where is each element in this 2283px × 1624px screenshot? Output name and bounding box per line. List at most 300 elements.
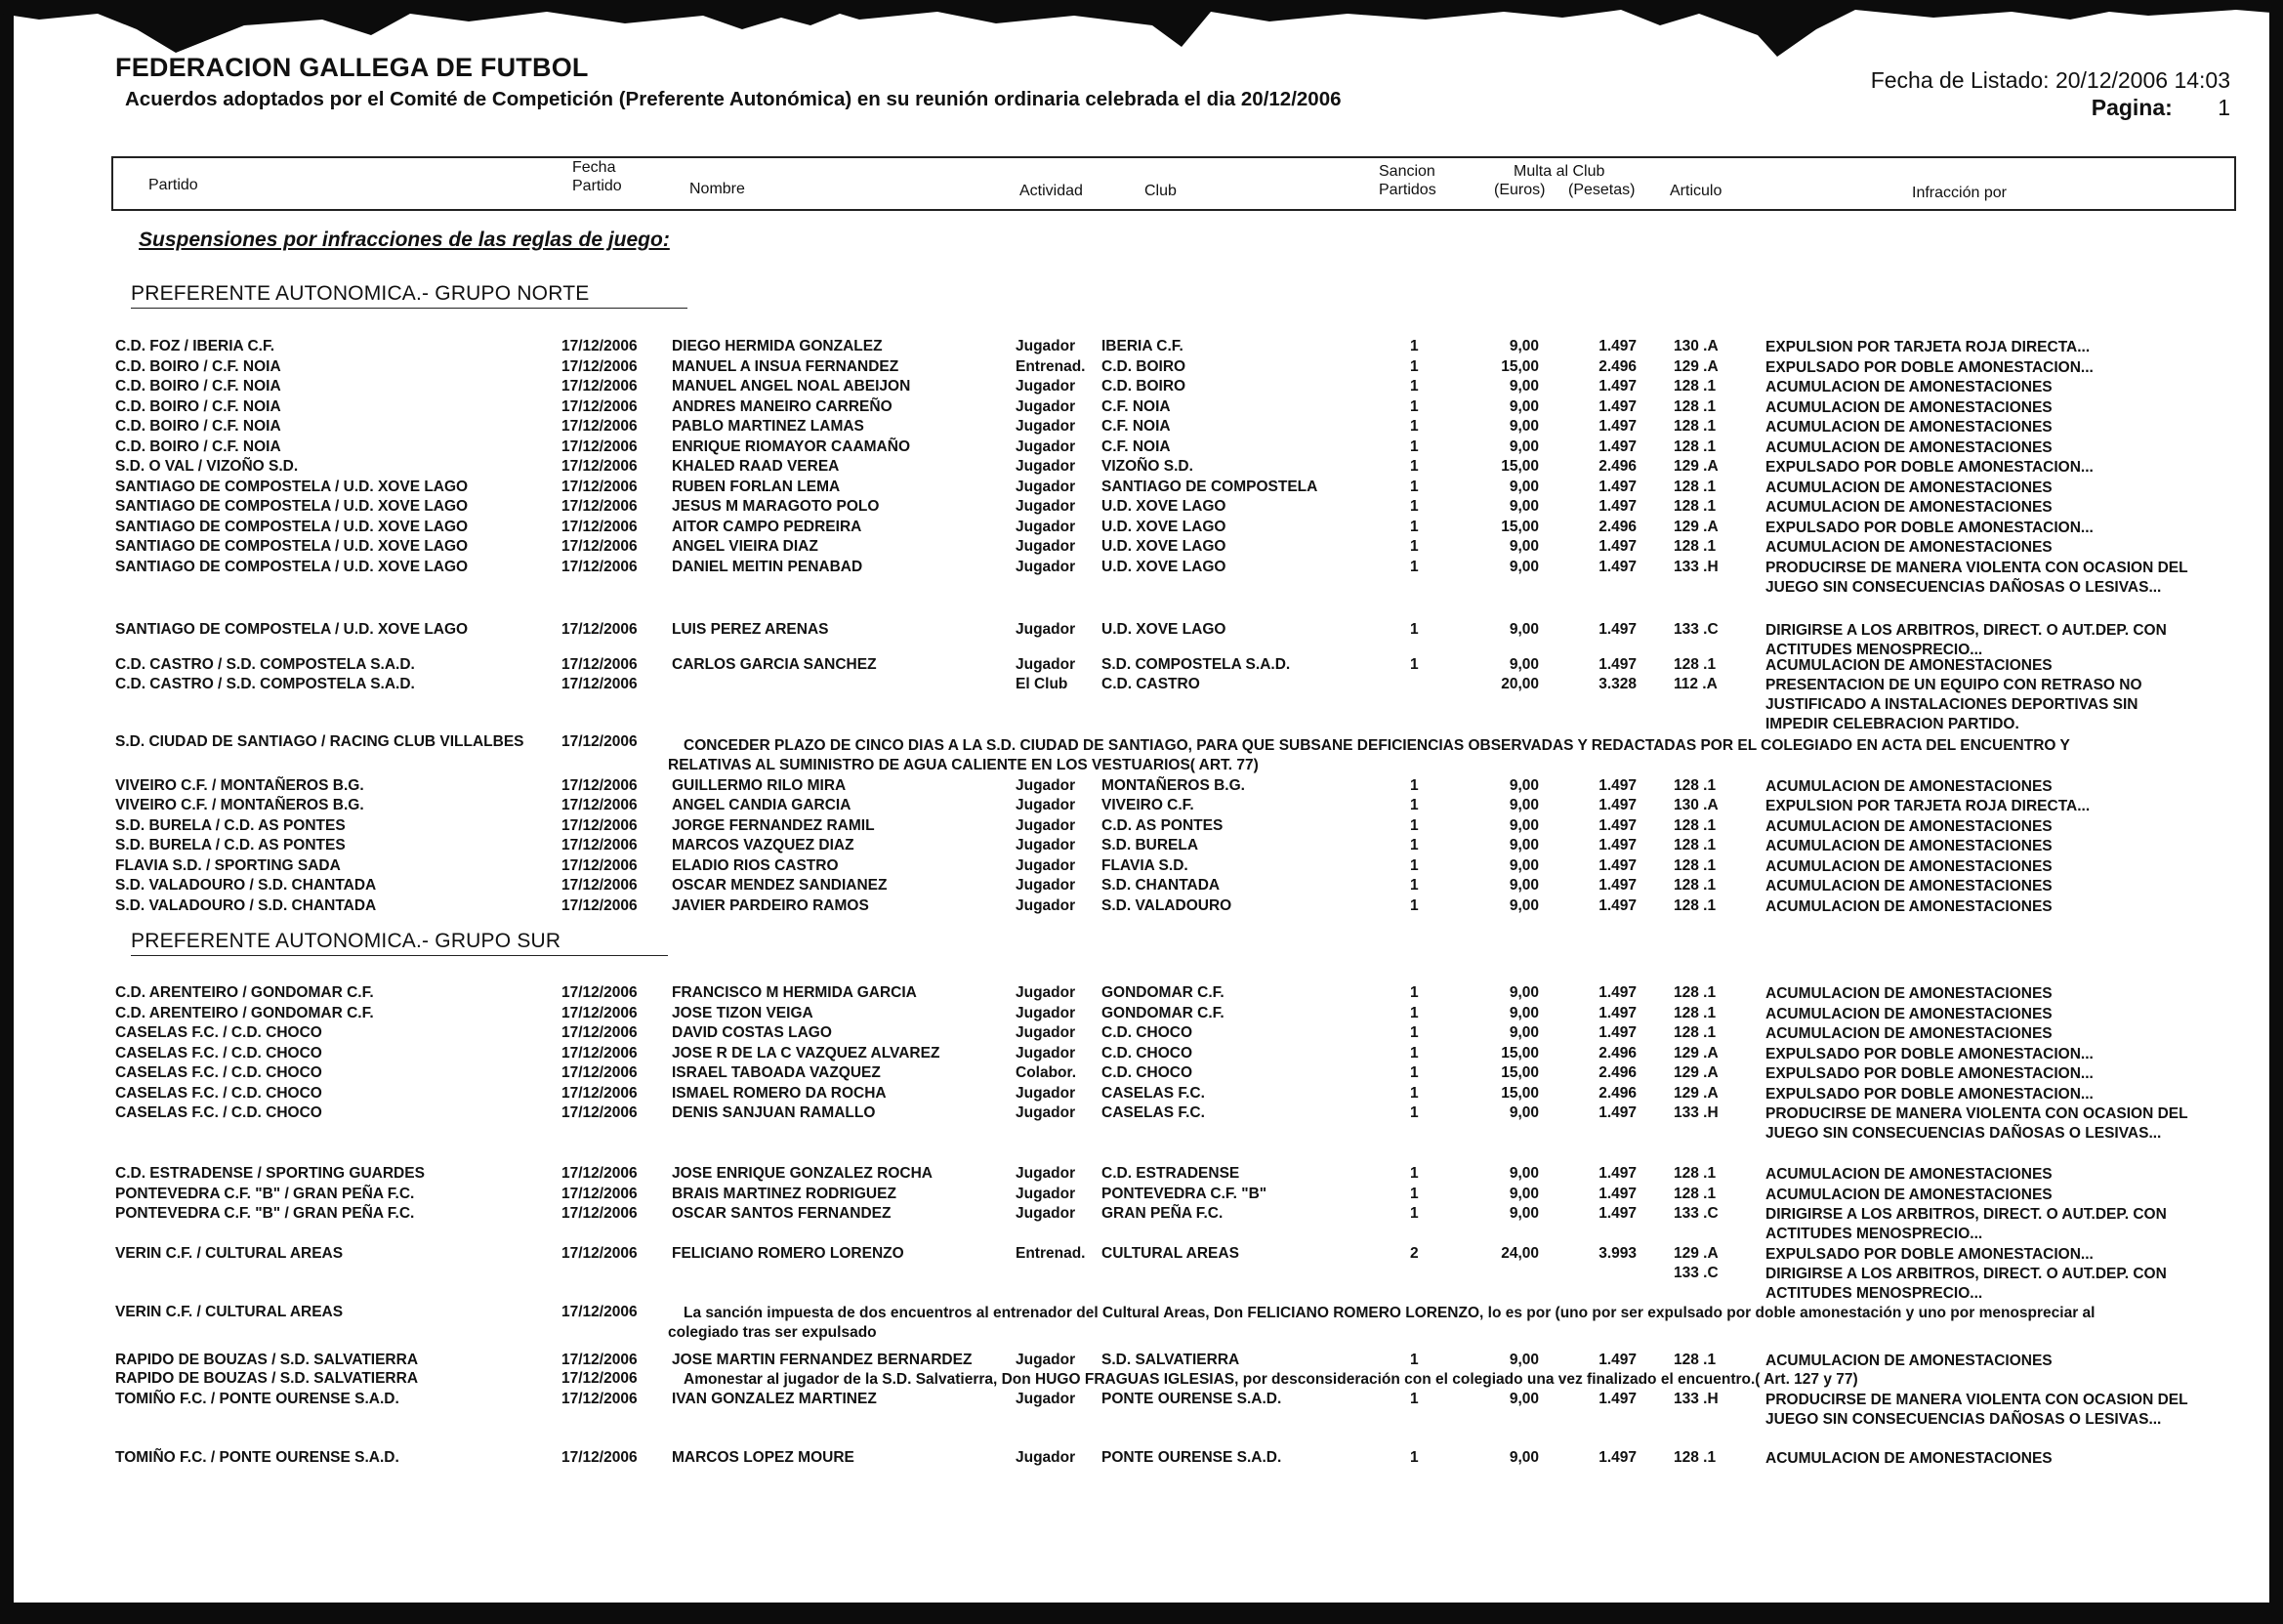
row-partido: SANTIAGO DE COMPOSTELA / U.D. XOVE LAGO (115, 538, 469, 555)
row-euros: 15,00 (1501, 358, 1539, 375)
row-club: C.F. NOIA (1101, 418, 1171, 435)
row-partido: SANTIAGO DE COMPOSTELA / U.D. XOVE LAGO (115, 498, 469, 515)
infraccion-line: ACUMULACION DE AMONESTACIONES (1765, 1450, 2053, 1467)
row-actividad: Jugador (1016, 1165, 1076, 1182)
infraccion-line: ACUMULACION DE AMONESTACIONES (1765, 399, 2053, 416)
row-sancion: 1 (1410, 1024, 1419, 1041)
row-fecha: 17/12/2006 (561, 1391, 638, 1407)
row-nombre: OSCAR SANTOS FERNANDEZ (672, 1205, 892, 1222)
row-articulo: 128 .1 (1674, 1005, 1717, 1021)
row-club: SANTIAGO DE COMPOSTELA (1101, 479, 1318, 495)
infraccion-line: ACUMULACION DE AMONESTACIONES (1765, 858, 2053, 875)
row-nombre: JOSE R DE LA C VAZQUEZ ALVAREZ (672, 1045, 940, 1062)
row-partido: SANTIAGO DE COMPOSTELA / U.D. XOVE LAGO (115, 559, 469, 575)
row-partido: SANTIAGO DE COMPOSTELA / U.D. XOVE LAGO (115, 621, 469, 638)
row-nombre: JOSE MARTIN FERNANDEZ BERNARDEZ (672, 1352, 973, 1368)
row-euros: 9,00 (1509, 984, 1539, 1001)
table-row (0, 418, 2283, 437)
row-euros: 20,00 (1501, 676, 1539, 692)
row-fecha: 17/12/2006 (561, 1186, 638, 1202)
row-articulo: 128 .1 (1674, 1449, 1717, 1466)
row-actividad: Jugador (1016, 559, 1076, 575)
infraccion-line: ACUMULACION DE AMONESTACIONES (1765, 539, 2053, 556)
row-infraccion (1765, 1085, 2094, 1104)
row-euros: 15,00 (1501, 458, 1539, 475)
row-euros: 9,00 (1509, 1104, 1539, 1121)
row-nombre: JOSE TIZON VEIGA (672, 1005, 813, 1021)
row-fecha: 17/12/2006 (561, 777, 638, 794)
row-fecha: 17/12/2006 (561, 1024, 638, 1041)
row-club: S.D. BURELA (1101, 837, 1199, 854)
col-articulo: Articulo (1670, 183, 1723, 199)
row-pesetas: 1.497 (1598, 621, 1637, 638)
row-articulo: 128 .1 (1674, 984, 1717, 1001)
row-fecha: 17/12/2006 (561, 857, 638, 874)
row-euros: 9,00 (1509, 1352, 1539, 1368)
row-pesetas: 1.497 (1598, 877, 1637, 894)
row-infraccion (1765, 418, 2053, 437)
column-header-box (111, 156, 2236, 211)
row-fecha: 17/12/2006 (561, 1304, 638, 1320)
row-infraccion (1765, 1245, 2094, 1265)
row-pesetas: 1.497 (1598, 1391, 1637, 1407)
row-euros: 9,00 (1509, 378, 1539, 395)
row-actividad: Jugador (1016, 1085, 1076, 1102)
infraccion-line: DIRIGIRSE A LOS ARBITROS, DIRECT. O AUT.DEP. CON (1765, 1266, 2167, 1282)
row-euros: 9,00 (1509, 498, 1539, 515)
row-fecha: 17/12/2006 (561, 676, 638, 692)
row-partido: C.D. ARENTEIRO / GONDOMAR C.F. (115, 984, 374, 1001)
row-articulo: 133 .C (1674, 621, 1719, 638)
listing-date-label: Fecha de Listado: (1870, 67, 2050, 93)
row-nombre: FELICIANO ROMERO LORENZO (672, 1245, 904, 1262)
row-actividad: El Club (1016, 676, 1068, 692)
row-actividad: Jugador (1016, 797, 1076, 813)
row-articulo: 130 .A (1674, 338, 1719, 354)
row-pesetas: 1.497 (1598, 398, 1637, 415)
table-row (0, 378, 2283, 397)
row-partido: C.D. CASTRO / S.D. COMPOSTELA S.A.D. (115, 656, 415, 673)
row-fecha: 17/12/2006 (561, 877, 638, 894)
row-euros: 24,00 (1501, 1245, 1539, 1262)
row-fecha: 17/12/2006 (561, 338, 638, 354)
col-partido: Partido (148, 177, 198, 193)
row-infraccion (1765, 1205, 2167, 1244)
row-articulo: 128 .1 (1674, 857, 1717, 874)
row-fecha: 17/12/2006 (561, 1449, 638, 1466)
table-row (0, 656, 2283, 676)
row-euros: 9,00 (1509, 857, 1539, 874)
row-actividad: Jugador (1016, 1005, 1076, 1021)
row-articulo: 128 .1 (1674, 418, 1717, 435)
row-nombre: CARLOS GARCIA SANCHEZ (672, 656, 877, 673)
table-row (0, 621, 2283, 658)
row-partido: S.D. VALADOURO / S.D. CHANTADA (115, 897, 377, 914)
row-club: C.D. CASTRO (1101, 676, 1200, 692)
row-club: C.D. CHOCO (1101, 1045, 1192, 1062)
infraccion-line: ACUMULACION DE AMONESTACIONES (1765, 985, 2053, 1002)
row-infraccion (1765, 817, 2053, 837)
row-sancion: 1 (1410, 479, 1419, 495)
row-actividad: Colabor. (1016, 1064, 1077, 1081)
row-partido: CASELAS F.C. / C.D. CHOCO (115, 1045, 322, 1062)
note-line: colegiado tras ser expulsado (668, 1324, 877, 1341)
row-infraccion (1765, 837, 2053, 856)
row-infraccion (1765, 1045, 2094, 1064)
infraccion-line: ACUMULACION DE AMONESTACIONES (1765, 1006, 2053, 1022)
row-club: PONTEVEDRA C.F. "B" (1101, 1186, 1267, 1202)
row-infraccion (1765, 877, 2053, 896)
row-euros: 9,00 (1509, 621, 1539, 638)
row-nombre: DENIS SANJUAN RAMALLO (672, 1104, 876, 1121)
note-line: Amonestar al jugador de la S.D. Salvatierra, Don HUGO FRAGUAS IGLESIAS, por desconsideración con el colegiado una vez finalizado el encuentro.( Art. 127 y 77) (684, 1371, 1858, 1388)
row-infraccion (1765, 797, 2090, 816)
row-fecha: 17/12/2006 (561, 621, 638, 638)
row-articulo: 128 .1 (1674, 1352, 1717, 1368)
row-nombre: ISRAEL TABOADA VAZQUEZ (672, 1064, 881, 1081)
infraccion-line: EXPULSADO POR DOBLE AMONESTACION... (1765, 1065, 2094, 1082)
row-fecha: 17/12/2006 (561, 1085, 638, 1102)
note-line: La sanción impuesta de dos encuentros al entrenador del Cultural Areas, Don FELICIANO ROMERO LORENZO, lo es por (uno por ser expulsado por doble amonestación y uno por menospreciar al (684, 1305, 2096, 1321)
row-infraccion (1765, 338, 2090, 357)
row-fecha: 17/12/2006 (561, 1064, 638, 1081)
document-subtitle: Acuerdos adoptados por el Comité de Competición (Preferente Autonómica) en su reunión ordinaria celebrada el dia 20/12/2006 (125, 88, 1342, 110)
row-pesetas: 1.497 (1598, 538, 1637, 555)
row-infraccion (1765, 378, 2053, 397)
row-pesetas: 1.497 (1598, 897, 1637, 914)
row-articulo: 112 .A (1674, 676, 1718, 692)
row-pesetas: 1.497 (1598, 857, 1637, 874)
col-fecha: Fecha Partido (572, 159, 622, 194)
row-actividad: Entrenad. (1016, 358, 1086, 375)
row-actividad: Jugador (1016, 538, 1076, 555)
row-infraccion (1765, 358, 2094, 378)
page-number: 1 (2218, 95, 2230, 120)
row-actividad: Jugador (1016, 897, 1076, 914)
infraccion-line: ACUMULACION DE AMONESTACIONES (1765, 878, 2053, 895)
table-row (0, 438, 2283, 458)
row-club: U.D. XOVE LAGO (1101, 559, 1226, 575)
row-pesetas: 1.497 (1598, 1449, 1637, 1466)
row-infraccion (1765, 1104, 2188, 1144)
row-pesetas: 1.497 (1598, 837, 1637, 854)
infraccion-line: EXPULSADO POR DOBLE AMONESTACION... (1765, 459, 2094, 476)
row-articulo: 129 .A (1674, 1045, 1719, 1062)
row-partido: C.D. ESTRADENSE / SPORTING GUARDES (115, 1165, 425, 1182)
row-actividad: Jugador (1016, 458, 1076, 475)
row-nombre: RUBEN FORLAN LEMA (672, 479, 841, 495)
row-actividad: Jugador (1016, 656, 1076, 673)
table-row (0, 559, 2283, 596)
row-partido: TOMIÑO F.C. / PONTE OURENSE S.A.D. (115, 1391, 399, 1407)
row-pesetas: 2.496 (1598, 458, 1637, 475)
row-club: GONDOMAR C.F. (1101, 1005, 1225, 1021)
row-partido: C.D. BOIRO / C.F. NOIA (115, 378, 281, 395)
row-infraccion (1765, 559, 2188, 598)
table-row (0, 479, 2283, 498)
infraccion-line: ACUMULACION DE AMONESTACIONES (1765, 818, 2053, 835)
infraccion-line: JUEGO SIN CONSECUENCIAS DAÑOSAS O LESIVAS... (1765, 1411, 2162, 1428)
table-row (0, 1085, 2283, 1104)
row-pesetas: 2.496 (1598, 519, 1637, 535)
row-partido: VIVEIRO C.F. / MONTAÑEROS B.G. (115, 777, 364, 794)
row-actividad: Jugador (1016, 519, 1076, 535)
row-nombre: LUIS PEREZ ARENAS (672, 621, 829, 638)
row-sancion: 2 (1410, 1245, 1419, 1262)
row-club: GRAN PEÑA F.C. (1101, 1205, 1224, 1222)
row-actividad: Jugador (1016, 378, 1076, 395)
row-infraccion (1765, 1064, 2094, 1084)
row-sancion: 1 (1410, 438, 1419, 455)
row-sancion: 1 (1410, 621, 1419, 638)
row-actividad: Entrenad. (1016, 1245, 1086, 1262)
row-sancion: 1 (1410, 1064, 1419, 1081)
infraccion-line: DIRIGIRSE A LOS ARBITROS, DIRECT. O AUT.DEP. CON (1765, 622, 2167, 639)
row-actividad: Jugador (1016, 1352, 1076, 1368)
row-nombre: ANDRES MANEIRO CARREÑO (672, 398, 892, 415)
row-sancion: 1 (1410, 984, 1419, 1001)
row-sancion: 1 (1410, 1045, 1419, 1062)
resolution-note (668, 1370, 2230, 1390)
row-actividad: Jugador (1016, 438, 1076, 455)
row-euros: 15,00 (1501, 1064, 1539, 1081)
infraccion-line: JUSTIFICADO A INSTALACIONES DEPORTIVAS SIN (1765, 696, 2138, 713)
row-sancion: 1 (1410, 538, 1419, 555)
row-euros: 9,00 (1509, 1391, 1539, 1407)
row-sancion: 1 (1410, 559, 1419, 575)
table-row (0, 1449, 2283, 1469)
group-underline (131, 308, 687, 309)
page-label: Pagina: (2091, 95, 2173, 120)
row-euros: 9,00 (1509, 438, 1539, 455)
row-fecha: 17/12/2006 (561, 1205, 638, 1222)
infraccion-line: ACUMULACION DE AMONESTACIONES (1765, 778, 2053, 795)
col-nombre: Nombre (689, 181, 745, 197)
row-euros: 9,00 (1509, 877, 1539, 894)
row-club: CASELAS F.C. (1101, 1085, 1205, 1102)
infraccion-line: PRODUCIRSE DE MANERA VIOLENTA CON OCASION DEL (1765, 1392, 2188, 1408)
row-actividad: Jugador (1016, 1449, 1076, 1466)
row-fecha: 17/12/2006 (561, 1370, 638, 1387)
infraccion-line: ACUMULACION DE AMONESTACIONES (1765, 1187, 2053, 1203)
row-pesetas: 1.497 (1598, 817, 1637, 834)
row-infraccion (1765, 857, 2053, 877)
row-pesetas: 1.497 (1598, 656, 1637, 673)
col-club: Club (1144, 183, 1177, 199)
row-articulo: 133 .C (1674, 1265, 1719, 1281)
row-sancion: 1 (1410, 418, 1419, 435)
row-nombre: JESUS M MARAGOTO POLO (672, 498, 880, 515)
row-infraccion (1765, 656, 2053, 676)
row-pesetas: 2.496 (1598, 1085, 1637, 1102)
row-euros: 9,00 (1509, 559, 1539, 575)
row-infraccion (1765, 438, 2053, 458)
row-nombre: GUILLERMO RILO MIRA (672, 777, 847, 794)
row-sancion: 1 (1410, 458, 1419, 475)
row-pesetas: 1.497 (1598, 338, 1637, 354)
table-row (0, 857, 2283, 877)
row-club: VIVEIRO C.F. (1101, 797, 1194, 813)
row-sancion: 1 (1410, 1449, 1419, 1466)
row-sancion: 1 (1410, 338, 1419, 354)
row-infraccion (1765, 1449, 2053, 1469)
infraccion-line: ACUMULACION DE AMONESTACIONES (1765, 439, 2053, 456)
infraccion-line: EXPULSADO POR DOBLE AMONESTACION... (1765, 1046, 2094, 1062)
row-actividad: Jugador (1016, 1205, 1076, 1222)
row-club: IBERIA C.F. (1101, 338, 1183, 354)
row-partido: S.D. O VAL / VIZOÑO S.D. (115, 458, 299, 475)
row-articulo: 133 .H (1674, 1104, 1719, 1121)
row-club: C.F. NOIA (1101, 438, 1171, 455)
row-articulo: 128 .1 (1674, 1024, 1717, 1041)
row-club: S.D. CHANTADA (1101, 877, 1221, 894)
row-fecha: 17/12/2006 (561, 498, 638, 515)
table-row (0, 1352, 2283, 1371)
infraccion-line: ACUMULACION DE AMONESTACIONES (1765, 1166, 2053, 1183)
row-nombre: BRAIS MARTINEZ RODRIGUEZ (672, 1186, 896, 1202)
row-infraccion (1765, 398, 2053, 418)
row-infraccion (1765, 1024, 2053, 1044)
row-club: VIZOÑO S.D. (1101, 458, 1193, 475)
row-partido: C.D. ARENTEIRO / GONDOMAR C.F. (115, 1005, 374, 1021)
row-pesetas: 1.497 (1598, 777, 1637, 794)
row-fecha: 17/12/2006 (561, 656, 638, 673)
row-articulo: 128 .1 (1674, 656, 1717, 673)
row-partido: CASELAS F.C. / C.D. CHOCO (115, 1104, 322, 1121)
infraccion-line: JUEGO SIN CONSECUENCIAS DAÑOSAS O LESIVAS... (1765, 579, 2162, 596)
row-euros: 9,00 (1509, 1449, 1539, 1466)
row-nombre: IVAN GONZALEZ MARTINEZ (672, 1391, 877, 1407)
row-articulo: 129 .A (1674, 1085, 1719, 1102)
infraccion-line: PRODUCIRSE DE MANERA VIOLENTA CON OCASION DEL (1765, 1105, 2188, 1122)
row-sancion: 1 (1410, 1205, 1419, 1222)
row-euros: 15,00 (1501, 1085, 1539, 1102)
listing-info (1871, 66, 2230, 121)
note-line: CONCEDER PLAZO DE CINCO DIAS A LA S.D. CIUDAD DE SANTIAGO, PARA QUE SUBSANE DEFICIENCIAS OBSERVADAS Y REDACTADAS POR EL COLEGIADO EN ACTA DEL ENCUENTRO Y (684, 737, 2070, 754)
row-actividad: Jugador (1016, 1104, 1076, 1121)
row-club: CASELAS F.C. (1101, 1104, 1205, 1121)
table-row (0, 338, 2283, 357)
row-club: C.D. ESTRADENSE (1101, 1165, 1240, 1182)
row-infraccion (1765, 897, 2053, 917)
row-euros: 9,00 (1509, 837, 1539, 854)
row-pesetas: 1.497 (1598, 984, 1637, 1001)
row-nombre: JORGE FERNANDEZ RAMIL (672, 817, 875, 834)
table-row (0, 676, 2283, 732)
row-actividad: Jugador (1016, 338, 1076, 354)
row-articulo: 129 .A (1674, 1245, 1719, 1262)
resolution-note (668, 736, 2230, 775)
row-actividad: Jugador (1016, 877, 1076, 894)
row-nombre: PABLO MARTINEZ LAMAS (672, 418, 864, 435)
col-multa: Multa al Club (1514, 163, 1605, 180)
federation-title: FEDERACION GALLEGA DE FUTBOL (115, 53, 589, 82)
row-pesetas: 1.497 (1598, 1005, 1637, 1021)
row-fecha: 17/12/2006 (561, 519, 638, 535)
row-articulo: 128 .1 (1674, 1165, 1717, 1182)
row-club: PONTE OURENSE S.A.D. (1101, 1449, 1282, 1466)
row-fecha: 17/12/2006 (561, 398, 638, 415)
row-partido: S.D. BURELA / C.D. AS PONTES (115, 817, 346, 834)
row-fecha: 17/12/2006 (561, 837, 638, 854)
row-articulo: 128 .1 (1674, 897, 1717, 914)
row-euros: 9,00 (1509, 656, 1539, 673)
row-fecha: 17/12/2006 (561, 984, 638, 1001)
row-club: CULTURAL AREAS (1101, 1245, 1239, 1262)
row-partido: SANTIAGO DE COMPOSTELA / U.D. XOVE LAGO (115, 479, 469, 495)
table-row (0, 897, 2283, 917)
row-club: C.D. AS PONTES (1101, 817, 1224, 834)
infraccion-line: ACUMULACION DE AMONESTACIONES (1765, 379, 2053, 396)
row-partido: C.D. BOIRO / C.F. NOIA (115, 418, 281, 435)
table-row-extra (0, 1265, 2283, 1302)
infraccion-line: ACUMULACION DE AMONESTACIONES (1765, 898, 2053, 915)
row-sancion: 1 (1410, 1186, 1419, 1202)
row-fecha: 17/12/2006 (561, 1165, 638, 1182)
table-row (0, 1104, 2283, 1142)
row-partido: PONTEVEDRA C.F. "B" / GRAN PEÑA F.C. (115, 1186, 415, 1202)
row-fecha: 17/12/2006 (561, 378, 638, 395)
row-club: C.D. BOIRO (1101, 358, 1186, 375)
row-sancion: 1 (1410, 897, 1419, 914)
row-fecha: 17/12/2006 (561, 458, 638, 475)
row-euros: 15,00 (1501, 519, 1539, 535)
infraccion-line: ACTITUDES MENOSPRECIO... (1765, 1285, 1983, 1302)
row-pesetas: 1.497 (1598, 1352, 1637, 1368)
table-row (0, 1165, 2283, 1185)
infraccion-line: ACUMULACION DE AMONESTACIONES (1765, 419, 2053, 436)
row-partido: S.D. VALADOURO / S.D. CHANTADA (115, 877, 377, 894)
table-row (0, 458, 2283, 478)
row-infraccion (1765, 479, 2053, 498)
group-title: PREFERENTE AUTONOMICA.- GRUPO SUR (131, 930, 561, 952)
row-nombre: ISMAEL ROMERO DA ROCHA (672, 1085, 887, 1102)
row-euros: 9,00 (1509, 777, 1539, 794)
row-pesetas: 1.497 (1598, 1104, 1637, 1121)
row-fecha: 17/12/2006 (561, 817, 638, 834)
table-row (0, 817, 2283, 837)
row-articulo: 133 .C (1674, 1205, 1719, 1222)
row-partido: VIVEIRO C.F. / MONTAÑEROS B.G. (115, 797, 364, 813)
row-partido: C.D. BOIRO / C.F. NOIA (115, 398, 281, 415)
table-row (0, 1024, 2283, 1044)
table-row (0, 1391, 2283, 1428)
row-articulo: 128 .1 (1674, 378, 1717, 395)
group-underline (131, 955, 668, 956)
group-title: PREFERENTE AUTONOMICA.- GRUPO NORTE (131, 282, 590, 305)
row-articulo: 128 .1 (1674, 817, 1717, 834)
row-pesetas: 3.328 (1598, 676, 1637, 692)
row-club: MONTAÑEROS B.G. (1101, 777, 1245, 794)
row-club: PONTE OURENSE S.A.D. (1101, 1391, 1282, 1407)
row-articulo: 128 .1 (1674, 1186, 1717, 1202)
row-actividad: Jugador (1016, 857, 1076, 874)
row-fecha: 17/12/2006 (561, 797, 638, 813)
row-actividad: Jugador (1016, 984, 1076, 1001)
row-partido: RAPIDO DE BOUZAS / S.D. SALVATIERRA (115, 1352, 419, 1368)
row-actividad: Jugador (1016, 777, 1076, 794)
row-infraccion (1765, 1352, 2053, 1371)
row-pesetas: 1.497 (1598, 498, 1637, 515)
row-nombre: MANUEL A INSUA FERNANDEZ (672, 358, 899, 375)
row-infraccion (1765, 519, 2094, 538)
row-articulo: 128 .1 (1674, 777, 1717, 794)
row-pesetas: 1.497 (1598, 1186, 1637, 1202)
row-partido: S.D. BURELA / C.D. AS PONTES (115, 837, 346, 854)
row-partido: FLAVIA S.D. / SPORTING SADA (115, 857, 341, 874)
row-nombre: ELADIO RIOS CASTRO (672, 857, 839, 874)
resolution-note (668, 1304, 2230, 1343)
